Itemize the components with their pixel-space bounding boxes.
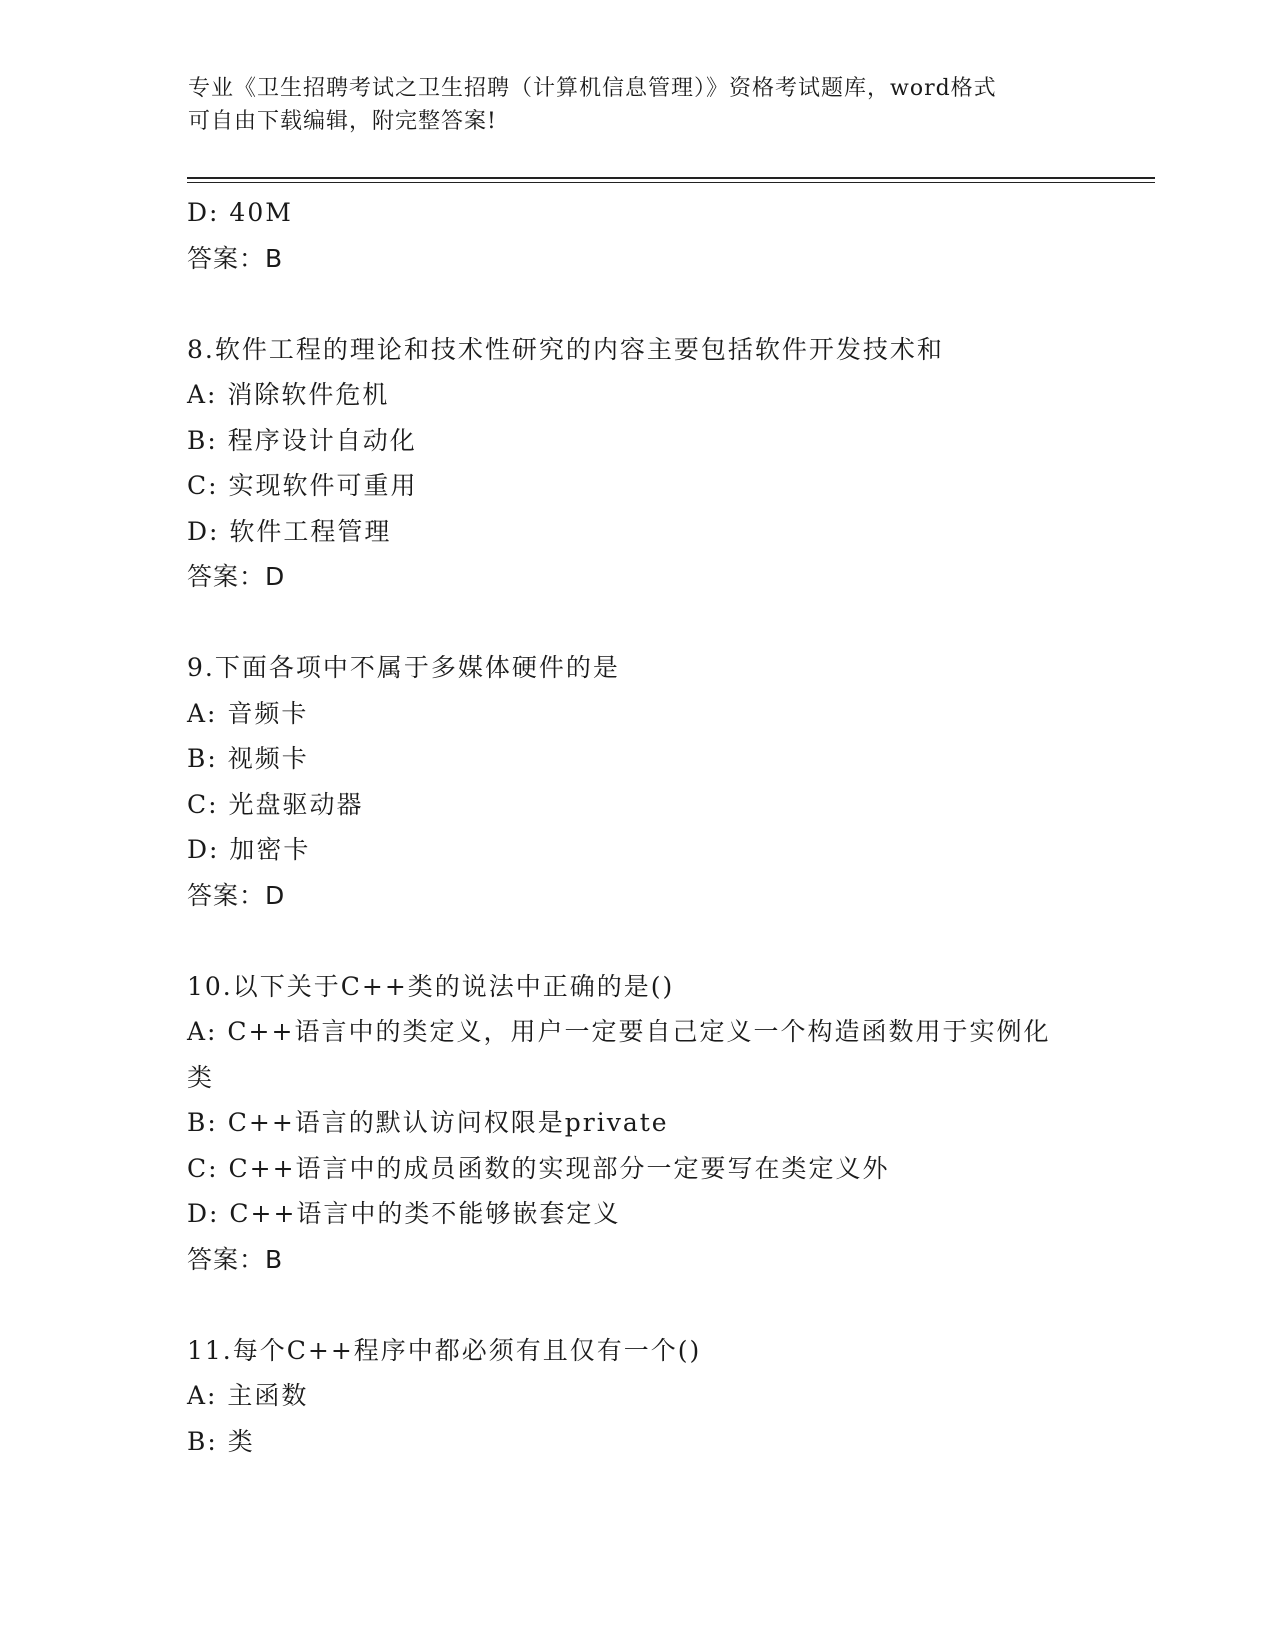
question-9 [187,645,1067,918]
option-b: B: 类 [187,1426,255,1456]
question-list [187,190,1067,1464]
spacer [187,600,1067,646]
question-stem: 10.以下关于C++类的说法中正确的是() [187,971,675,1001]
spacer [187,281,1067,327]
option-b: B: 视频卡 [187,744,309,773]
header-line-2: 可自由下载编辑，附完整答案! [188,109,497,134]
option-c: C: 光盘驱动器 [187,789,364,819]
document-header [188,72,1068,138]
option-c: C: C++语言中的成员函数的实现部分一定要写在类定义外 [187,1153,890,1183]
question-11 [187,1328,1067,1465]
header-line-1: 专业《卫生招聘考试之卫生招聘（计算机信息管理）》资格考试题库，word格式 [188,76,997,101]
question-stem: 11.每个C++程序中都必须有且仅有一个() [187,1335,702,1365]
option-a: A: 主函数 [187,1381,309,1410]
header-divider-thin [187,182,1155,183]
question-10 [187,964,1067,1283]
option-a: A: 消除软件危机 [187,380,390,409]
question-8 [187,327,1067,600]
option-b: B: C++语言的默认访问权限是private [187,1108,669,1137]
option-a: A: 音频卡 [187,698,309,728]
question-stem: 9.下面各项中不属于多媒体硬件的是 [187,653,620,682]
option-d: D: 软件工程管理 [187,516,392,546]
spacer [187,1282,1067,1328]
answer: 答案：D [187,562,286,591]
option-b: B: 程序设计自动化 [187,425,417,455]
header-divider-thick [187,177,1155,179]
question-7-tail [187,190,1067,281]
option-d: D: 40M [187,198,293,227]
answer: 答案：D [187,880,286,910]
answer: 答案：B [187,243,284,273]
option-c: C: 实现软件可重用 [187,471,418,500]
question-stem: 8.软件工程的理论和技术性研究的内容主要包括软件开发技术和 [187,334,944,364]
option-d: D: C++语言中的类不能够嵌套定义 [187,1199,621,1228]
option-d: D: 加密卡 [187,835,311,864]
answer: 答案：B [187,1244,284,1274]
spacer [187,918,1067,964]
option-a: A: C++语言中的类定义，用户一定要自己定义一个构造函数用于实例化类 [187,1017,1051,1092]
